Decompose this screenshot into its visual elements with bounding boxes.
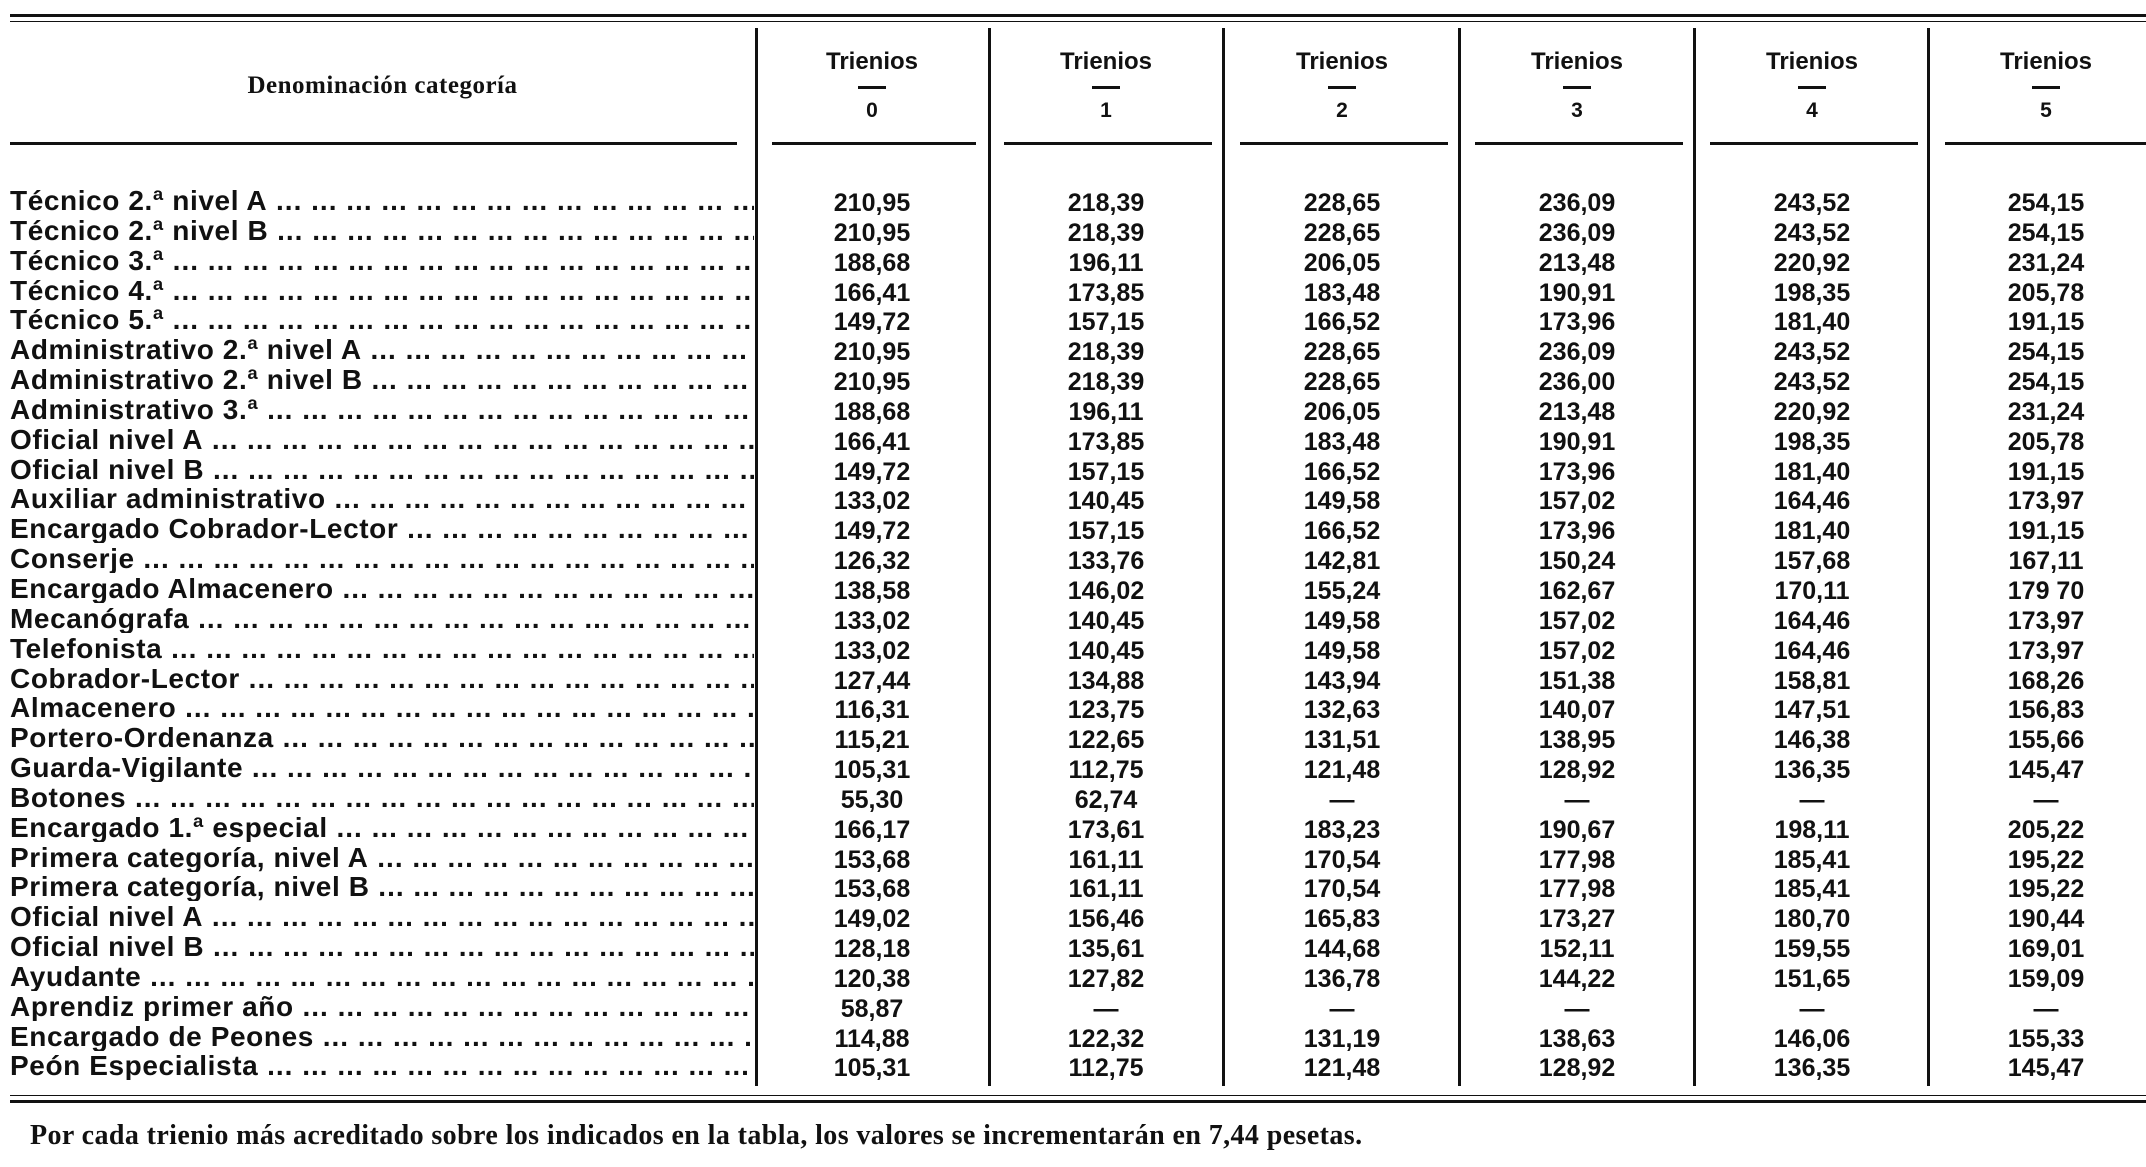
column-header-number: 4 <box>1806 99 1818 122</box>
trienio-value-4: 164,46 <box>1773 636 1851 665</box>
header-underline <box>1945 142 2146 145</box>
trienio-value-0: 58,87 <box>840 994 904 1023</box>
category-name: Técnico 3.ª ... . <box>10 246 754 275</box>
trienio-value-5: — <box>2033 785 2059 814</box>
table-row <box>0 902 2146 932</box>
trienio-value-3: 150,24 <box>1538 547 1616 576</box>
trienio-value-5: 167,11 <box>2008 547 2084 576</box>
table-row <box>0 1022 2146 1052</box>
trienio-value-5: 195,22 <box>2007 845 2085 874</box>
table-row <box>0 544 2146 574</box>
trienio-value-5: 173,97 <box>2007 606 2085 635</box>
trienio-value-3: 151,38 <box>1538 666 1616 695</box>
trienio-value-5: 191,15 <box>2007 517 2085 546</box>
trienio-value-1: 127,82 <box>1067 964 1145 993</box>
trienio-value-2: 144,68 <box>1303 935 1381 964</box>
trienio-value-3: 173,96 <box>1538 457 1616 486</box>
trienio-value-5: 145,47 <box>2007 756 2085 785</box>
trienio-value-2: 149,58 <box>1303 487 1381 516</box>
trienio-value-5: 155,66 <box>2007 726 2085 755</box>
trienio-value-3: 177,98 <box>1538 845 1616 874</box>
trienio-value-5: 159,09 <box>2007 964 2085 993</box>
table-row <box>0 246 2146 276</box>
trienio-value-4: 136,35 <box>1773 756 1851 785</box>
category-name: Administrativo 2.ª nivel A ... . <box>10 335 754 364</box>
trienio-value-4: 170,11 <box>1774 576 1850 605</box>
trienio-value-1: 123,75 <box>1067 696 1145 725</box>
trienio-value-0: 133,02 <box>833 487 911 516</box>
column-header-trienios-0 <box>762 48 982 123</box>
trienio-value-0: 126,32 <box>833 547 911 576</box>
category-name: Administrativo 3.ª ... . <box>10 395 754 424</box>
trienio-value-5: 145,47 <box>2007 1054 2085 1083</box>
category-name: Oficial nivel A ... . <box>10 425 754 454</box>
trienio-value-5: — <box>2033 994 2059 1023</box>
trienio-value-2: 228,65 <box>1303 189 1381 217</box>
column-header-label: Trienios <box>1295 48 1389 75</box>
trienio-value-2: 166,52 <box>1303 517 1381 546</box>
trienio-value-0: 188,68 <box>833 248 911 277</box>
table-row <box>0 425 2146 455</box>
trienio-value-3: 190,91 <box>1538 427 1616 456</box>
header-underline <box>10 142 737 145</box>
trienio-value-3: 173,96 <box>1538 517 1616 546</box>
table-row <box>0 395 2146 425</box>
trienio-value-3: 138,63 <box>1538 1024 1616 1053</box>
category-name: Conserje ... . <box>10 544 754 573</box>
trienio-value-5: 205,22 <box>2007 815 2085 844</box>
trienio-value-0: 133,02 <box>833 606 911 635</box>
category-name: Encargado de Peones ... . <box>10 1022 754 1051</box>
column-header-label: Trienios <box>825 48 919 75</box>
table-row <box>0 514 2146 544</box>
trienio-value-0: 149,72 <box>833 457 911 486</box>
trienio-value-1: 140,45 <box>1067 487 1145 516</box>
trienio-value-5: 254,15 <box>2007 189 2085 217</box>
column-header-trienios-3 <box>1467 48 1687 123</box>
header-dash <box>1328 86 1356 89</box>
trienio-value-3: 190,91 <box>1538 278 1616 307</box>
trienio-value-5: 169,01 <box>2007 935 2085 964</box>
trienio-value-4: 243,52 <box>1773 368 1851 397</box>
column-header-trienios-5 <box>1936 48 2146 123</box>
column-header-number: 3 <box>1571 99 1583 122</box>
trienio-value-1: 161,11 <box>1068 845 1144 874</box>
trienio-value-5: 254,15 <box>2007 338 2085 367</box>
trienio-value-0: 133,02 <box>833 636 911 665</box>
trienio-value-1: 122,65 <box>1067 726 1145 755</box>
footer-note: Por cada trienio más acreditado sobre los indicados en la tabla, los valores se incrementarán en 7,44 pesetas. <box>30 1120 1363 1151</box>
trienio-value-2: 149,58 <box>1303 606 1381 635</box>
trienio-value-5: 155,33 <box>2007 1024 2085 1053</box>
trienio-value-4: 220,92 <box>1773 397 1851 426</box>
table-row <box>0 276 2146 306</box>
trienio-value-0: 210,95 <box>833 368 911 397</box>
category-name: Primera categoría, nivel A ... . <box>10 843 754 872</box>
trienio-value-1: 112,75 <box>1068 756 1144 785</box>
trienio-value-4: 146,38 <box>1773 726 1851 755</box>
trienio-value-5: 179 70 <box>2007 576 2085 605</box>
trienio-value-3: 213,48 <box>1538 397 1616 426</box>
trienio-value-0: 114,88 <box>834 1024 910 1053</box>
trienio-value-1: 161,11 <box>1068 875 1144 904</box>
trienio-value-5: 205,78 <box>2007 278 2085 307</box>
trienio-value-0: 210,95 <box>833 338 911 367</box>
category-name: Guarda-Vigilante ... . <box>10 753 754 782</box>
trienio-value-3: 157,02 <box>1538 636 1616 665</box>
trienio-value-1: 133,76 <box>1067 547 1145 576</box>
trienio-value-4: 181,40 <box>1773 517 1851 546</box>
category-name: Técnico 2.ª nivel B ... . <box>10 216 754 245</box>
column-header-label: Trienios <box>1999 48 2093 75</box>
trienio-value-5: 173,97 <box>2007 636 2085 665</box>
header-dash <box>2032 86 2060 89</box>
trienio-value-1: 218,39 <box>1067 368 1145 397</box>
trienio-value-4: 136,35 <box>1773 1054 1851 1083</box>
trienio-value-2: 183,48 <box>1303 278 1381 307</box>
column-header-number: 1 <box>1100 99 1112 122</box>
table-row <box>0 484 2146 514</box>
table-row <box>0 843 2146 873</box>
trienio-value-4: 181,40 <box>1773 457 1851 486</box>
category-name: Oficial nivel B ... . <box>10 455 754 484</box>
table-row <box>0 723 2146 753</box>
column-header-number: 0 <box>866 99 878 122</box>
trienio-value-1: 218,39 <box>1067 218 1145 247</box>
header-dash <box>1798 86 1826 89</box>
header-dash <box>858 86 886 89</box>
trienio-value-2: 136,78 <box>1303 964 1381 993</box>
trienio-value-1: 62,74 <box>1074 785 1138 814</box>
trienio-value-3: 236,09 <box>1538 338 1616 367</box>
trienio-value-4: 220,92 <box>1773 248 1851 277</box>
trienio-value-4: 185,41 <box>1773 845 1851 874</box>
trienio-value-4: 198,35 <box>1773 278 1851 307</box>
trienio-value-1: 140,45 <box>1067 636 1145 665</box>
trienio-value-4: 198,35 <box>1773 427 1851 456</box>
table-row <box>0 186 2146 216</box>
header-dash <box>1563 86 1591 89</box>
trienio-value-2: 228,65 <box>1303 218 1381 247</box>
trienio-value-0: 166,41 <box>833 278 911 307</box>
trienio-value-0: 153,68 <box>833 875 911 904</box>
trienio-value-2: 170,54 <box>1303 875 1381 904</box>
trienio-value-1: 157,15 <box>1067 457 1145 486</box>
column-header-trienios-1 <box>996 48 1216 123</box>
trienio-value-3: 144,22 <box>1538 964 1616 993</box>
trienio-value-1: 173,85 <box>1067 427 1145 456</box>
trienio-value-2: 131,19 <box>1303 1024 1381 1053</box>
trienio-value-0: 166,41 <box>833 427 911 456</box>
header-underline <box>1475 142 1683 145</box>
trienio-value-0: 138,58 <box>833 576 911 605</box>
category-name: Oficial nivel B ... . <box>10 932 754 961</box>
table-row <box>0 455 2146 485</box>
table-row <box>0 574 2146 604</box>
table-row <box>0 753 2146 783</box>
trienio-value-5: 195,22 <box>2007 875 2085 904</box>
trienio-value-1: 112,75 <box>1068 1054 1144 1083</box>
trienio-value-2: 121,48 <box>1303 1054 1381 1083</box>
table-row <box>0 1051 2146 1081</box>
trienio-value-4: 181,40 <box>1773 308 1851 337</box>
trienio-value-0: 210,95 <box>833 218 911 247</box>
category-name: Auxiliar administrativo ... . <box>10 484 754 513</box>
table-row <box>0 365 2146 395</box>
trienio-value-4: — <box>1799 785 1825 814</box>
trienio-value-0: 188,68 <box>833 397 911 426</box>
category-name: Portero-Ordenanza ... . <box>10 723 754 752</box>
trienio-value-5: 173,97 <box>2007 487 2085 516</box>
bottom-rule-thin <box>10 1095 2146 1096</box>
trienio-value-2: 131,51 <box>1303 726 1381 755</box>
top-rule-thick <box>10 14 2146 17</box>
trienio-value-0: 55,30 <box>840 785 904 814</box>
trienio-value-0: 105,31 <box>833 756 911 785</box>
trienio-value-2: 166,52 <box>1303 457 1381 486</box>
category-name: Botones ... . <box>10 783 754 812</box>
trienio-value-4: 198,11 <box>1774 815 1850 844</box>
trienio-value-3: 157,02 <box>1538 487 1616 516</box>
trienio-value-3: 162,67 <box>1538 576 1616 605</box>
category-name: Mecanógrafa ... . <box>10 604 754 633</box>
trienio-value-3: — <box>1564 785 1590 814</box>
trienio-value-4: 185,41 <box>1773 875 1851 904</box>
table-row <box>0 305 2146 335</box>
trienio-value-1: 157,15 <box>1067 308 1145 337</box>
trienio-value-4: 146,06 <box>1773 1024 1851 1053</box>
trienio-value-2: 166,52 <box>1303 308 1381 337</box>
trienio-value-2: 206,05 <box>1303 248 1381 277</box>
trienio-value-3: 157,02 <box>1538 606 1616 635</box>
trienio-value-1: 134,88 <box>1067 666 1145 695</box>
category-name: Administrativo 2.ª nivel B ... . <box>10 365 754 394</box>
trienio-value-2: 155,24 <box>1303 576 1381 605</box>
trienio-value-5: 156,83 <box>2007 696 2085 725</box>
table-row <box>0 634 2146 664</box>
top-rule-thin <box>10 21 2146 22</box>
category-name: Encargado Cobrador-Lector ... . <box>10 514 754 543</box>
trienio-value-0: 149,72 <box>833 517 911 546</box>
trienio-value-0: 128,18 <box>833 935 911 964</box>
trienio-value-2: 206,05 <box>1303 397 1381 426</box>
trienio-value-0: 166,17 <box>833 815 911 844</box>
trienio-value-1: 196,11 <box>1068 397 1144 426</box>
table-row <box>0 693 2146 723</box>
table-row <box>0 872 2146 902</box>
category-name: Encargado Almacenero ... . <box>10 574 754 603</box>
category-name: Técnico 5.ª ... . <box>10 305 754 334</box>
trienio-value-1: 146,02 <box>1067 576 1145 605</box>
trienio-value-0: 115,21 <box>834 726 910 755</box>
trienio-value-3: 173,96 <box>1538 308 1616 337</box>
trienio-value-3: 190,67 <box>1538 815 1616 844</box>
table-row <box>0 813 2146 843</box>
trienio-value-5: 254,15 <box>2007 218 2085 247</box>
category-name: Telefonista ... . <box>10 634 754 663</box>
table-row <box>0 992 2146 1022</box>
trienio-value-4: 243,52 <box>1773 218 1851 247</box>
trienio-value-4: 151,65 <box>1773 964 1851 993</box>
trienio-value-0: 149,02 <box>833 905 911 934</box>
category-name: Cobrador-Lector ... . <box>10 664 754 693</box>
trienio-value-3: 177,98 <box>1538 875 1616 904</box>
trienio-value-5: 231,24 <box>2007 397 2085 426</box>
trienio-value-2: 228,65 <box>1303 368 1381 397</box>
trienio-value-2: — <box>1329 785 1355 814</box>
trienio-value-2: 143,94 <box>1303 666 1381 695</box>
column-header-number: 2 <box>1336 99 1348 122</box>
trienio-value-4: 243,52 <box>1773 189 1851 217</box>
trienio-value-2: 228,65 <box>1303 338 1381 367</box>
table-row <box>0 962 2146 992</box>
category-name: Técnico 4.ª ... . <box>10 276 754 305</box>
category-name: Peón Especialista ... . <box>10 1051 754 1080</box>
trienio-value-3: 128,92 <box>1538 1054 1616 1083</box>
table-row <box>0 783 2146 813</box>
trienio-value-1: 156,46 <box>1067 905 1145 934</box>
trienio-value-4: — <box>1799 994 1825 1023</box>
trienio-value-1: 122,32 <box>1067 1024 1145 1053</box>
trienio-value-0: 120,38 <box>833 964 911 993</box>
table-row <box>0 216 2146 246</box>
trienio-value-1: 196,11 <box>1068 248 1144 277</box>
trienio-value-4: 164,46 <box>1773 606 1851 635</box>
trienio-value-5: 231,24 <box>2007 248 2085 277</box>
trienio-value-5: 168,26 <box>2007 666 2085 695</box>
trienio-value-2: 142,81 <box>1303 547 1381 576</box>
trienio-value-4: 157,68 <box>1773 547 1851 576</box>
trienio-value-3: 140,07 <box>1538 696 1616 725</box>
trienio-value-1: 157,15 <box>1067 517 1145 546</box>
trienio-value-4: 180,70 <box>1773 905 1851 934</box>
header-underline <box>772 142 976 145</box>
column-header-label: Trienios <box>1059 48 1153 75</box>
trienio-value-2: 183,48 <box>1303 427 1381 456</box>
trienio-value-0: 127,44 <box>833 666 911 695</box>
trienio-value-1: 218,39 <box>1067 338 1145 367</box>
category-name: Aprendiz primer año ... . <box>10 992 754 1021</box>
column-header-trienios-4 <box>1702 48 1922 123</box>
trienio-value-1: 140,45 <box>1067 606 1145 635</box>
trienio-value-4: 243,52 <box>1773 338 1851 367</box>
category-name: Primera categoría, nivel B ... . <box>10 872 754 901</box>
trienio-value-4: 158,81 <box>1773 666 1851 695</box>
trienio-value-3: 152,11 <box>1539 935 1615 964</box>
trienio-value-5: 254,15 <box>2007 368 2085 397</box>
trienio-value-5: 191,15 <box>2007 308 2085 337</box>
trienio-value-3: 236,09 <box>1538 189 1616 217</box>
table-row <box>0 335 2146 365</box>
trienio-value-1: — <box>1093 994 1119 1023</box>
column-header-label: Trienios <box>1530 48 1624 75</box>
trienio-value-0: 116,31 <box>834 696 910 725</box>
column-header-trienios-2 <box>1232 48 1452 123</box>
trienio-value-0: 149,72 <box>833 308 911 337</box>
trienio-value-1: 135,61 <box>1067 935 1145 964</box>
trienio-value-4: 147,51 <box>1773 696 1851 725</box>
table-row <box>0 664 2146 694</box>
table-row <box>0 604 2146 634</box>
trienio-value-1: 173,85 <box>1067 278 1145 307</box>
trienio-value-2: 149,58 <box>1303 636 1381 665</box>
trienio-value-5: 191,15 <box>2007 457 2085 486</box>
category-column-header: Denominación categoría <box>247 72 518 99</box>
trienio-value-3: 236,00 <box>1538 368 1616 397</box>
column-header-number: 5 <box>2040 99 2052 122</box>
trienio-value-5: 205,78 <box>2007 427 2085 456</box>
trienio-value-3: 138,95 <box>1538 726 1616 755</box>
trienio-value-3: 128,92 <box>1538 756 1616 785</box>
category-name: Encargado 1.ª especial ... . <box>10 813 754 842</box>
trienio-value-0: 153,68 <box>833 845 911 874</box>
category-name: Técnico 2.ª nivel A ... . <box>10 186 754 215</box>
trienio-value-3: 173,27 <box>1538 905 1616 934</box>
header-underline <box>1240 142 1448 145</box>
table-body <box>0 186 2146 1081</box>
header-underline <box>1710 142 1918 145</box>
trienio-value-5: 190,44 <box>2007 905 2085 934</box>
trienio-value-1: 173,61 <box>1067 815 1145 844</box>
trienio-value-2: 165,83 <box>1303 905 1381 934</box>
trienio-value-3: — <box>1564 994 1590 1023</box>
category-name: Oficial nivel A ... . <box>10 902 754 931</box>
header-dash <box>1092 86 1120 89</box>
trienio-value-0: 210,95 <box>833 189 911 217</box>
category-name: Ayudante ... . <box>10 962 754 991</box>
category-name: Almacenero ... . <box>10 693 754 722</box>
trienio-value-4: 164,46 <box>1773 487 1851 516</box>
trienio-value-3: 213,48 <box>1538 248 1616 277</box>
header-underline <box>1004 142 1212 145</box>
trienio-value-0: 105,31 <box>833 1054 911 1083</box>
trienio-value-3: 236,09 <box>1538 218 1616 247</box>
trienio-value-2: 170,54 <box>1303 845 1381 874</box>
table-row <box>0 932 2146 962</box>
bottom-rule-thick <box>10 1100 2146 1103</box>
trienio-value-2: — <box>1329 994 1355 1023</box>
trienio-value-2: 132,63 <box>1303 696 1381 725</box>
trienio-value-4: 159,55 <box>1773 935 1851 964</box>
trienio-value-2: 121,48 <box>1303 756 1381 785</box>
trienio-value-2: 183,23 <box>1303 815 1381 844</box>
trienio-value-1: 218,39 <box>1067 189 1145 217</box>
column-header-label: Trienios <box>1765 48 1859 75</box>
